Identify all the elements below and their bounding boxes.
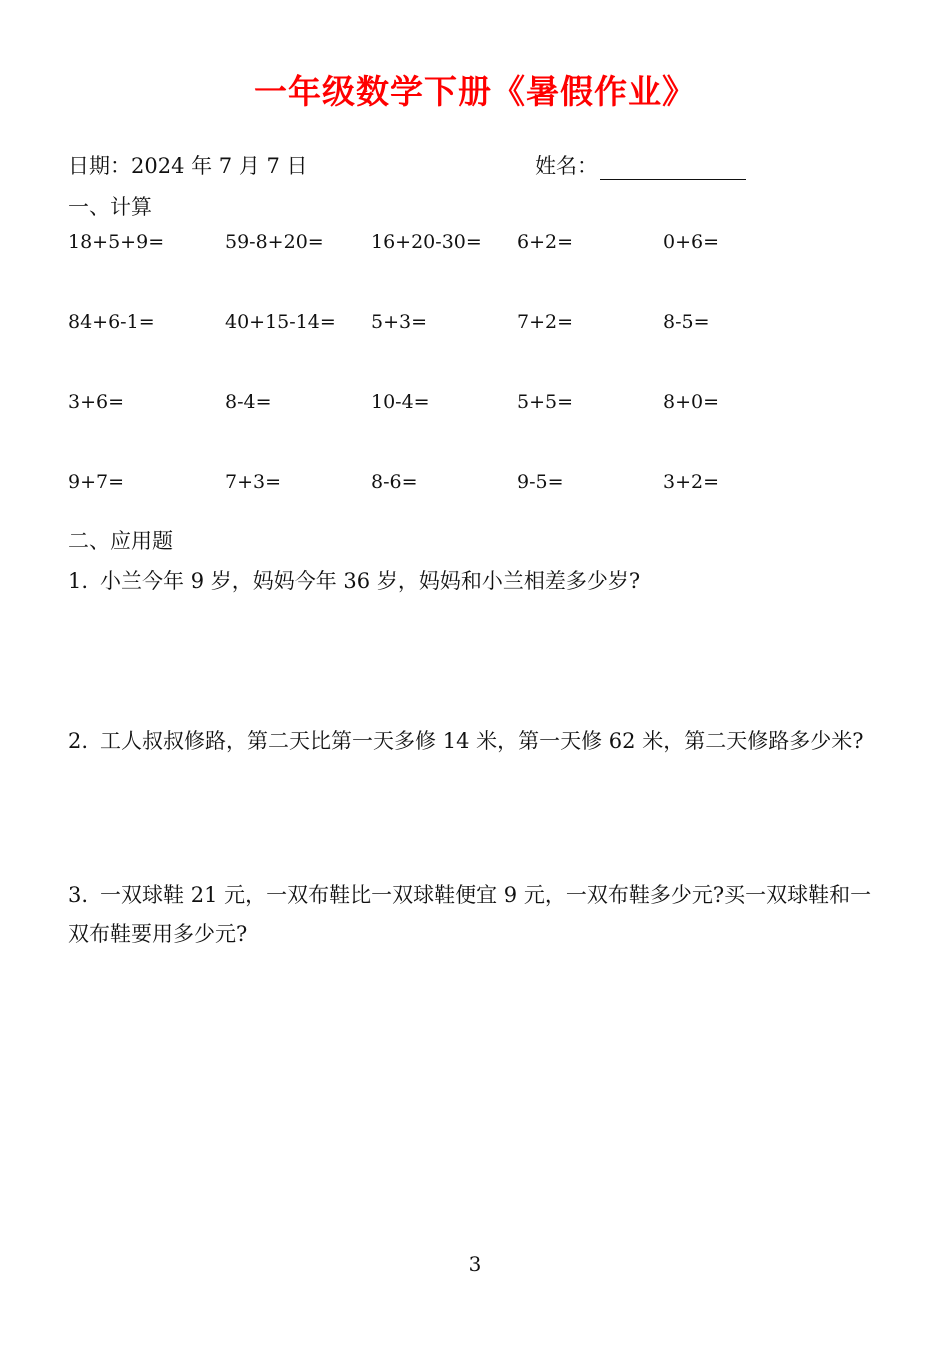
- calc-item: 0+6=: [663, 231, 720, 253]
- problem-number: 1.: [68, 569, 89, 593]
- calc-item: 8+0=: [663, 391, 720, 413]
- calc-item: 10-4=: [371, 391, 430, 413]
- calc-item: 40+15-14=: [225, 311, 336, 333]
- problem-text: 小兰今年 9 岁，妈妈今年 36 岁，妈妈和小兰相差多少岁?: [100, 569, 641, 593]
- page-number: 3: [468, 1252, 482, 1276]
- calc-item: 7+3=: [225, 471, 282, 493]
- calc-item: 9+7=: [68, 471, 125, 493]
- calc-item: 16+20-30=: [371, 231, 482, 253]
- date-label: 日期：2024 年 7 月 7 日: [68, 154, 308, 178]
- problem-number: 3.: [68, 883, 89, 907]
- calc-item: 6+2=: [517, 231, 574, 253]
- problem-text: 工人叔叔修路，第二天比第一天多修 14 米，第一天修 62 米，第二天修路多少米?: [100, 729, 864, 753]
- calc-item: 7+2=: [517, 311, 574, 333]
- calc-item: 8-5=: [663, 311, 710, 333]
- problem-number: 2.: [68, 729, 89, 753]
- name-field: [535, 150, 746, 180]
- calc-item: 9-5=: [517, 471, 564, 493]
- section-application-heading: 二、应用题: [68, 529, 173, 553]
- section-calculation-heading: 一、计算: [68, 195, 152, 219]
- calc-item: 5+3=: [371, 311, 428, 333]
- problem-text: 一双球鞋 21 元，一双布鞋比一双球鞋便宜 9 元，一双布鞋多少元?买一双球鞋和一双布鞋要用多少元?: [68, 883, 872, 946]
- name-blank-line: [600, 155, 746, 180]
- calc-item: 59-8+20=: [225, 231, 324, 253]
- calc-item: 3+2=: [663, 471, 720, 493]
- calc-item: 3+6=: [68, 391, 125, 413]
- name-label: 姓名：: [535, 154, 598, 178]
- calc-item: 18+5+9=: [68, 231, 165, 253]
- word-problem: [68, 562, 888, 601]
- word-problem: [68, 722, 888, 761]
- calc-item: 8-6=: [371, 471, 418, 493]
- page-title: 一年级数学下册《暑假作业》: [254, 72, 696, 111]
- word-problem: [68, 876, 888, 954]
- calc-item: 84+6-1=: [68, 311, 155, 333]
- calc-item: 8-4=: [225, 391, 272, 413]
- calc-item: 5+5=: [517, 391, 574, 413]
